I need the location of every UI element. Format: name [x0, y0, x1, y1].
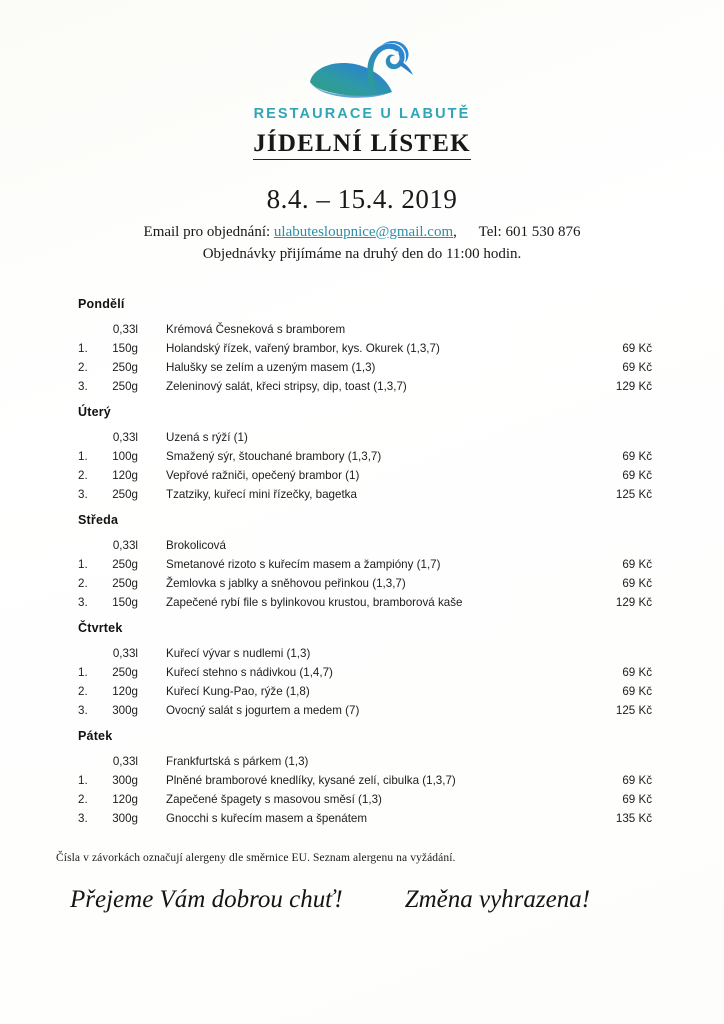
item-description: Smažený sýr, štouchané brambory (1,3,7): [166, 449, 382, 463]
menu-item-row: [78, 663, 652, 682]
day-name: Úterý: [78, 404, 111, 419]
email-label: Email pro objednání:: [143, 223, 271, 240]
item-price: 125 Kč: [615, 487, 652, 501]
day-items: [78, 536, 652, 612]
item-description: Holandský řízek, vařený brambor, kys. Okurek (1,3,7): [166, 341, 440, 355]
menu-item-row: [78, 701, 652, 720]
item-amount: 120g: [112, 468, 138, 482]
item-description: Zapečené špagety s masovou směsí (1,3): [166, 792, 382, 806]
menu-item-row: [78, 644, 652, 663]
menu-item-row: [78, 428, 652, 447]
day-items: [78, 428, 652, 504]
item-index: 2.: [78, 792, 88, 806]
menu-item-row: [78, 771, 652, 790]
item-amount: 300g: [112, 773, 138, 787]
bon-appetit-text: Přejeme Vám dobrou chuť!: [70, 885, 343, 913]
item-description: Krémová Česneková s bramborem: [166, 322, 346, 336]
menu-item-row: [78, 447, 652, 466]
menu-item-row: [78, 790, 652, 809]
menu-item-row: [78, 809, 652, 828]
item-index: 3.: [78, 811, 88, 825]
item-amount: 150g: [112, 595, 138, 609]
item-index: 1.: [78, 341, 88, 355]
item-index: 3.: [78, 703, 88, 717]
item-price: 69 Kč: [622, 557, 652, 571]
menu-item-row: [78, 358, 652, 377]
item-description: Ovocný salát s jogurtem a medem (7): [166, 703, 360, 717]
item-index: 3.: [78, 379, 88, 393]
page-title: JÍDELNÍ LÍSTEK: [253, 130, 471, 160]
item-amount: 300g: [112, 703, 138, 717]
item-description: Kuřecí stehno s nádivkou (1,4,7): [166, 665, 333, 679]
menu-item-row: [78, 466, 652, 485]
item-description: Halušky se zelím a uzeným masem (1,3): [166, 360, 376, 374]
item-description: Kuřecí Kung-Pao, rýže (1,8): [166, 684, 310, 698]
menu-item-row: [78, 339, 652, 358]
item-description: Gnocchi s kuřecím masem a špenátem: [166, 811, 368, 825]
brand-wordmark: RESTAURACE U LABUTĚ: [253, 106, 471, 122]
item-amount: 0,33l: [112, 322, 138, 336]
item-price: 69 Kč: [622, 576, 652, 590]
item-description: Brokolicová: [166, 538, 226, 552]
day-items: [78, 320, 652, 396]
item-amount: 250g: [112, 665, 138, 679]
menu-item-row: [78, 555, 652, 574]
phone-number: Tel: 601 530 876: [478, 223, 581, 240]
menu-item-row: [78, 574, 652, 593]
day-block: [78, 405, 652, 504]
item-index: 1.: [78, 773, 88, 787]
item-description: Vepřové ražniči, opečený brambor (1): [166, 468, 360, 482]
item-price: 125 Kč: [615, 703, 652, 717]
item-amount: 0,33l: [112, 538, 138, 552]
day-name: Čtvrtek: [78, 620, 123, 635]
menu-header: [0, 0, 724, 263]
menu-date-range: 8.4. – 15.4. 2019: [266, 183, 458, 214]
day-items: [78, 752, 652, 828]
menu-item-row: [78, 485, 652, 504]
menu-item-row: [78, 377, 652, 396]
item-price: 69 Kč: [622, 665, 652, 679]
day-name: Středa: [78, 512, 119, 527]
item-description: Uzená s rýží (1): [166, 430, 248, 444]
item-price: 69 Kč: [622, 449, 652, 463]
item-amount: 120g: [112, 684, 138, 698]
item-price: 69 Kč: [622, 792, 652, 806]
day-items: [78, 644, 652, 720]
day-block: [78, 621, 652, 720]
item-index: 2.: [78, 468, 88, 482]
item-description: Tzatziky, kuřecí mini řízečky, bagetka: [166, 487, 357, 501]
item-price: 129 Kč: [615, 595, 652, 609]
item-index: 3.: [78, 487, 88, 501]
allergen-note: Čísla v závorkách označují alergeny dle směrnice EU. Seznam alergenu na vyžádání.: [56, 851, 456, 864]
item-index: 2.: [78, 576, 88, 590]
menu-item-row: [78, 593, 652, 612]
item-description: Kuřecí vývar s nudlemi (1,3): [166, 646, 311, 660]
item-price: 69 Kč: [622, 684, 652, 698]
item-amount: 100g: [112, 449, 138, 463]
item-amount: 0,33l: [112, 754, 138, 768]
menu-item-row: [78, 320, 652, 339]
item-amount: 0,33l: [112, 430, 138, 444]
item-description: Zapečené rybí file s bylinkovou krustou, bramborová kaše: [166, 595, 463, 609]
item-price: 69 Kč: [622, 360, 652, 374]
changes-reserved-text: Změna vyhrazena!: [404, 885, 591, 913]
contact-line: [0, 224, 724, 241]
menu-item-row: [78, 682, 652, 701]
item-description: Plněné bramborové knedlíky, kysané zelí, cibulka (1,3,7): [166, 773, 456, 787]
email-suffix: ,: [453, 223, 457, 240]
item-description: Žemlovka s jablky a sněhovou peřinkou (1,3,7): [166, 576, 406, 590]
day-name: Pondělí: [78, 296, 125, 311]
day-block: [78, 729, 652, 828]
closing-row: [56, 886, 668, 914]
item-amount: 250g: [112, 379, 138, 393]
item-price: 69 Kč: [622, 341, 652, 355]
item-index: 3.: [78, 595, 88, 609]
day-name: Pátek: [78, 728, 113, 743]
item-index: 1.: [78, 449, 88, 463]
menu-item-row: [78, 536, 652, 555]
item-amount: 250g: [112, 487, 138, 501]
swan-icon: [296, 30, 428, 102]
item-amount: 0,33l: [112, 646, 138, 660]
item-index: 1.: [78, 557, 88, 571]
menu-days-list: [0, 297, 724, 828]
item-amount: 250g: [112, 557, 138, 571]
menu-item-row: [78, 752, 652, 771]
day-block: [78, 513, 652, 612]
item-price: 69 Kč: [622, 773, 652, 787]
item-description: Frankfurtská s párkem (1,3): [166, 754, 309, 768]
menu-footer: [0, 852, 724, 914]
item-price: 129 Kč: [615, 379, 652, 393]
email-link[interactable]: ulabutesloupnice@gmail.com: [273, 223, 454, 240]
item-index: 1.: [78, 665, 88, 679]
item-price: 135 Kč: [615, 811, 652, 825]
item-amount: 120g: [112, 792, 138, 806]
brand-logo-block: [0, 30, 724, 122]
item-index: 2.: [78, 360, 88, 374]
item-description: Smetanové rizoto s kuřecím masem a žampióny (1,7): [166, 557, 441, 571]
orders-note: Objednávky přijímáme na druhý den do 11:00 hodin.: [202, 245, 522, 262]
item-description: Zeleninový salát, křeci stripsy, dip, toast (1,3,7): [166, 379, 407, 393]
item-index: 2.: [78, 684, 88, 698]
item-amount: 150g: [112, 341, 138, 355]
day-block: [78, 297, 652, 396]
item-amount: 300g: [112, 811, 138, 825]
item-amount: 250g: [112, 576, 138, 590]
item-price: 69 Kč: [622, 468, 652, 482]
item-amount: 250g: [112, 360, 138, 374]
